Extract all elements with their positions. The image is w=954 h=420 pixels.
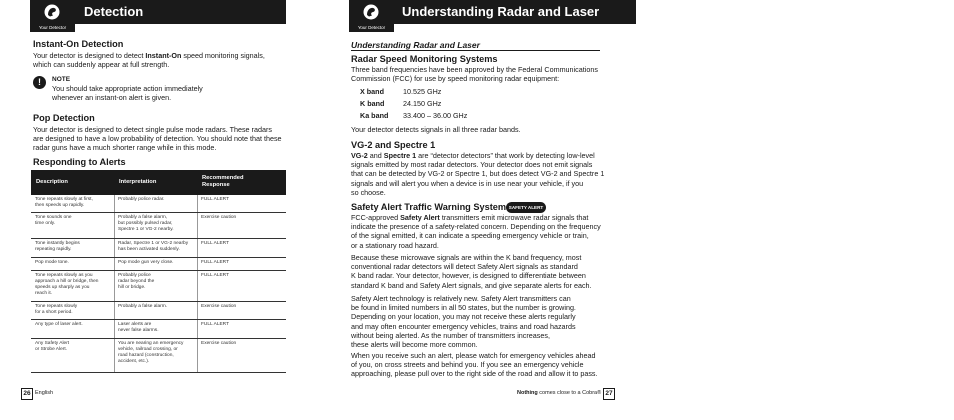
right-page-number: 27	[603, 388, 615, 400]
pop-paragraph: Your detector is designed to detect single pulse mode radars. These radars are designed to have a low probability of detection. You should note that these radar guns have a much shorter range while in this mode.	[33, 125, 282, 153]
interpretation-cell: You are nearing an emergency vehicle, railroad crossing, or road hazard (construction, accident, etc.).	[118, 341, 184, 365]
table-row	[31, 195, 286, 213]
response-cell: FULL ALERT	[201, 322, 229, 327]
radar-systems-paragraph: Three band frequencies have been approved by the Federal Communications Commission (FCC) for use by speed monitoring radar equipment:	[351, 65, 598, 84]
column-divider	[197, 195, 198, 212]
instant-on-paragraph: Your detector is designed to detect Instant-On speed monitoring signals, which can suddenly appear at full strength.	[33, 51, 265, 70]
cobra-logo-icon	[44, 4, 60, 20]
interpretation-cell: Radar, Spectre 1 or VG-2 nearby has been activated suddenly.	[118, 241, 189, 253]
response-cell: Exercise caution	[201, 341, 237, 346]
response-cell: FULL ALERT	[201, 241, 229, 246]
column-divider	[197, 302, 198, 319]
safety-alert-paragraph-1: FCC-approved Safety Alert transmitters emit microwave radar signals that indicate the presence of a safety-related concern. Depending on the frequency of the signal emitted, it can indicate a speeding emergency vehicle or train, or a stationary road hazard.	[351, 213, 601, 250]
column-divider	[114, 239, 115, 257]
interpretation-cell: Probably a false alarm.	[118, 304, 168, 309]
left-footer: English	[35, 390, 54, 396]
vg2-paragraph: VG-2 and Spectre 1 are “detector detectors” that work by detecting low-level signals emitted by most radar detectors. Your detector does not emit signals that can be detected by VG-2 or Spectre 1, but does detect VG-2 and Spectre 1 signals and will alert you when a device is in use near your vehicle, if you so choose.	[351, 151, 605, 197]
left-section-label: Your Detector	[38, 25, 67, 30]
alerts-table-header	[31, 170, 286, 195]
note-block: NOTE You should take appropriate action immediately whenever an instant-on alert is given.	[52, 76, 203, 103]
interpretation-cell: Pop mode gun very close.	[118, 260, 174, 265]
right-footer: Nothing comes close to a Cobra®	[517, 390, 602, 396]
band-row: Ka band 33.400 – 36.00 GHz	[360, 111, 468, 120]
description-cell: Any Safety Alert or Strobe Alert.	[35, 341, 70, 353]
response-cell: Exercise caution	[201, 215, 237, 220]
column-divider	[114, 339, 115, 372]
response-cell: FULL ALERT	[201, 273, 229, 278]
table-row	[31, 213, 286, 239]
table-row	[31, 271, 286, 302]
interpretation-cell: Probably a false alarm, but possibly pulsed radar, Spectre 1 or VG-2 nearby.	[118, 215, 174, 233]
note-title: NOTE	[52, 76, 71, 83]
alerts-table	[31, 170, 286, 373]
instant-on-heading: Instant-On Detection	[33, 39, 124, 49]
table-row	[31, 239, 286, 258]
interpretation-cell: Laser alerts are never false alarms.	[118, 322, 159, 334]
left-section-tab	[30, 0, 75, 32]
right-section-label: Your Detector	[357, 25, 386, 30]
response-cell: FULL ALERT	[201, 197, 229, 202]
table-row	[31, 320, 286, 339]
description-cell: Pop mode tone.	[35, 260, 69, 265]
right-page-title: Understanding Radar and Laser	[402, 4, 600, 19]
description-cell: Tone repeats slowly for a short period.	[35, 304, 78, 316]
safety-alert-logo: SAFETY ALERT	[506, 202, 546, 213]
left-page-number: 26	[21, 388, 33, 400]
column-divider	[114, 195, 115, 212]
safety-alert-paragraph-2: Because these microwave signals are within the K band frequency, most conventional radar detectors will detect Safety Alert signals as standard K band radar. Your detector, however, is designed to differentiate between standard K band and Safety Alert signals, and give separate alerts for each.	[351, 253, 592, 290]
header-interpretation: Interpretation	[119, 179, 157, 185]
response-cell: FULL ALERT	[201, 260, 229, 265]
radar-bands-note: Your detector detects signals in all three radar bands.	[351, 125, 521, 134]
radar-systems-heading: Radar Speed Monitoring Systems	[351, 54, 498, 64]
left-page-title: Detection	[84, 4, 144, 19]
right-section-tab	[349, 0, 394, 32]
description-cell: Tone repeats slowly at first, then speeds up rapidly.	[35, 197, 93, 209]
column-divider	[114, 258, 115, 270]
responding-heading: Responding to Alerts	[33, 157, 126, 167]
cobra-logo-icon	[363, 4, 379, 20]
column-divider	[114, 320, 115, 338]
column-divider	[114, 302, 115, 319]
safety-alert-paragraph-4: When you receive such an alert, please watch for emergency vehicles ahead of you, on cross streets and behind you. If you see an emergency vehicle approaching, please pull over to the right side of the road and allow it to pass.	[351, 351, 598, 379]
table-row	[31, 258, 286, 271]
description-cell: Tone instantly begins repeating rapidly.	[35, 241, 80, 253]
subheader-rule	[351, 50, 600, 51]
description-cell: Any type of laser alert.	[35, 322, 83, 327]
column-divider	[197, 320, 198, 338]
note-icon: !	[33, 76, 46, 89]
band-row: X band 10.525 GHz	[360, 87, 442, 96]
column-divider	[197, 239, 198, 257]
description-cell: Tone repeats slowly as you approach a hill or bridge, then speeds up sharply as you reach it.	[35, 273, 99, 297]
column-divider	[114, 271, 115, 301]
header-response: Recommended Response	[202, 175, 244, 188]
description-cell: Tone sounds one time only.	[35, 215, 72, 227]
band-row: K band 24.150 GHz	[360, 99, 442, 108]
response-cell: Exercise caution	[201, 304, 237, 309]
column-divider	[114, 213, 115, 238]
pop-heading: Pop Detection	[33, 113, 95, 123]
table-row	[31, 339, 286, 373]
vg2-heading: VG-2 and Spectre 1	[351, 140, 436, 150]
interpretation-cell: Probably police radar beyond the hill or bridge.	[118, 273, 155, 291]
column-divider	[197, 339, 198, 372]
interpretation-cell: Probably police radar.	[118, 197, 165, 202]
column-divider	[197, 258, 198, 270]
right-subheader: Understanding Radar and Laser	[351, 40, 480, 50]
safety-alert-paragraph-3: Safety Alert technology is relatively new. Safety Alert transmitters can be found in limited numbers in all 50 states, but the number is growing. Depending on your location, you may not receive these alerts regularly and may often encounter emergency vehicles, trains and road hazards without being alerted. As the number of transmitters increases, these alerts will become more common.	[351, 294, 576, 350]
column-divider	[197, 213, 198, 238]
safety-alert-heading: Safety Alert Traffic Warning System	[351, 202, 507, 212]
header-description: Description	[36, 179, 68, 185]
column-divider	[197, 271, 198, 301]
table-row	[31, 302, 286, 320]
